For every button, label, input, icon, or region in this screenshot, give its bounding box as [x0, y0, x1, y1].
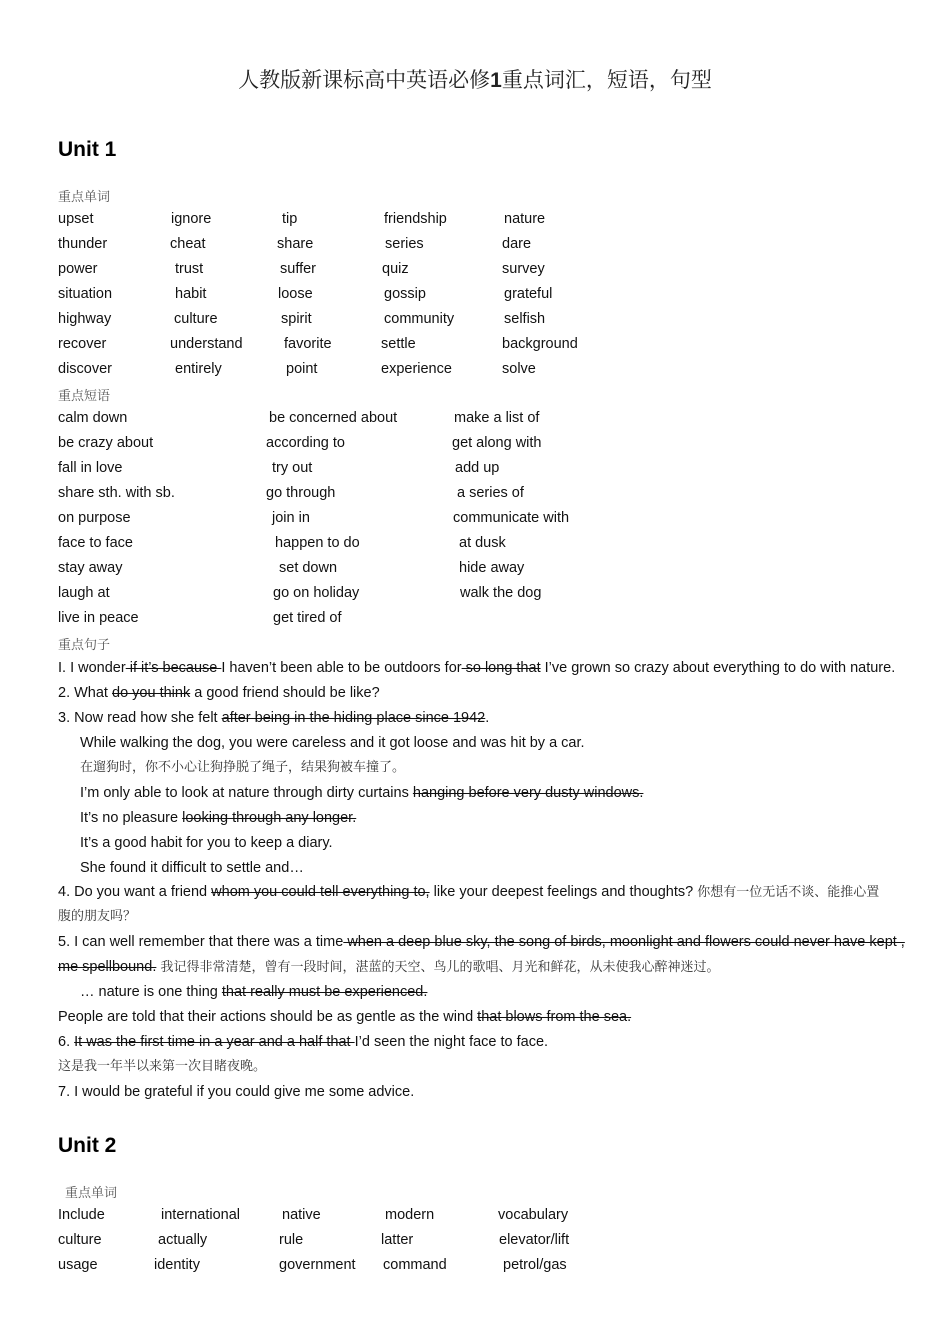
word-row-cell: Include [58, 1207, 105, 1223]
word-row [58, 357, 938, 381]
phrase-row [58, 581, 938, 605]
sentence-3-example-4: It’s a good habit for you to keep a diary. [80, 835, 333, 851]
phrase-row [58, 556, 938, 580]
unit-2-heading: Unit 2 [58, 1134, 117, 1157]
word-row-cell: quiz [382, 261, 409, 277]
word-row [58, 257, 938, 281]
sentence-2: 2. What do you think a good friend should be like? [58, 685, 380, 701]
word-row-cell: culture [58, 1232, 102, 1248]
word-row-cell: background [502, 336, 578, 352]
page-title: 人教版新课标高中英语必修1重点词汇，短语，句型 [238, 68, 712, 92]
word-row-cell: government [279, 1257, 356, 1273]
word-row-cell: situation [58, 286, 113, 302]
phrase-row-cell: communicate with [453, 510, 570, 526]
word-row-cell: discover [58, 361, 112, 377]
word-row-cell: international [161, 1207, 240, 1223]
word-row-cell: tip [282, 211, 298, 227]
word-row-cell: habit [175, 286, 207, 302]
word-row-cell: experience [381, 361, 452, 377]
sentence-5-example-1: … nature is one thing that really must be experienced. [80, 984, 428, 1000]
word-row [58, 1253, 938, 1277]
word-row [58, 1228, 938, 1252]
sentence-4: 4. Do you want a friend whom you could tell everything to, like your deepest feelings and thoughts? 你想有一位无话不谈、能推心置 [58, 884, 880, 900]
word-row [58, 207, 938, 231]
word-row-cell: command [383, 1257, 447, 1273]
phrase-row-cell: on purpose [58, 510, 131, 526]
sentence-3-example-3: It’s no pleasure looking through any longer. [80, 810, 357, 826]
phrase-row-cell: calm down [58, 410, 128, 426]
phrase-row [58, 531, 938, 555]
sentence-5-example-2: People are told that their actions should be as gentle as the wind that blows from the sea. [58, 1009, 632, 1025]
sentence-6-translation: 这是我一年半以来第一次目睹夜晚。 [58, 1059, 267, 1074]
phrase-row-cell: live in peace [58, 610, 139, 626]
phrase-row-cell: add up [455, 460, 500, 476]
word-row-cell: series [385, 236, 424, 252]
phrase-row-cell: stay away [58, 560, 123, 576]
sentence-7: 7. I would be grateful if you could give me some advice. [58, 1084, 415, 1100]
word-row-cell: favorite [284, 336, 332, 352]
phrase-row-cell: go through [266, 485, 336, 501]
phrase-row-cell: get along with [452, 435, 542, 451]
word-row-cell: point [286, 361, 318, 377]
phrase-row-cell: go on holiday [273, 585, 360, 601]
word-row-cell: thunder [58, 236, 108, 252]
word-row-cell: understand [170, 336, 243, 352]
word-row-cell: gossip [384, 286, 426, 302]
sentence-3-example-2: I’m only able to look at nature through dirty curtains hanging before very dusty windows. [80, 785, 644, 801]
phrase-row-cell: set down [279, 560, 338, 576]
word-row-cell: nature [504, 211, 546, 227]
word-row-cell: latter [381, 1232, 414, 1248]
phrase-row-cell: at dusk [459, 535, 506, 551]
word-row-cell: upset [58, 211, 94, 227]
word-row-cell: identity [154, 1257, 200, 1273]
word-row-cell: elevator/lift [499, 1232, 570, 1248]
word-row-cell: friendship [384, 211, 447, 227]
unit-1-words-label: 重点单词 [58, 190, 111, 205]
phrase-row [58, 431, 938, 455]
word-row-cell: share [277, 236, 314, 252]
phrase-row-cell: face to face [58, 535, 133, 551]
phrase-row [58, 481, 938, 505]
word-row-cell: spirit [281, 311, 312, 327]
word-row-cell: culture [174, 311, 218, 327]
phrase-row [58, 606, 938, 630]
word-row-cell: cheat [170, 236, 206, 252]
word-row [58, 1203, 938, 1227]
word-row-cell: usage [58, 1257, 98, 1273]
word-row-cell: modern [385, 1207, 435, 1223]
word-row [58, 232, 938, 256]
word-row-cell: petrol/gas [503, 1257, 567, 1273]
phrase-row [58, 406, 938, 430]
word-row-cell: grateful [504, 286, 553, 302]
sentence-4-translation-cont: 腹的朋友吗？ [58, 909, 137, 924]
word-row-cell: vocabulary [498, 1207, 569, 1223]
word-row [58, 282, 938, 306]
phrase-row-cell: happen to do [275, 535, 360, 551]
word-row-cell: solve [502, 361, 536, 377]
word-row-cell: power [58, 261, 98, 277]
phrase-row-cell: get tired of [273, 610, 342, 626]
word-row-cell: actually [158, 1232, 208, 1248]
word-row-cell: settle [381, 336, 416, 352]
word-row-cell: rule [279, 1232, 304, 1248]
phrase-row-cell: laugh at [58, 585, 110, 601]
sentence-6: 6. It was the first time in a year and a half that I’d seen the night face to face. [58, 1034, 549, 1050]
word-row [58, 332, 938, 356]
sentence-3-example-1-translation: 在遛狗时，你不小心让狗挣脱了绳子，结果狗被车撞了。 [80, 760, 406, 775]
unit-1-heading: Unit 1 [58, 138, 117, 161]
word-row-cell: highway [58, 311, 112, 327]
phrase-row-cell: be concerned about [269, 410, 398, 426]
phrase-row-cell: hide away [459, 560, 525, 576]
word-row [58, 307, 938, 331]
unit-2-words-label: 重点单词 [65, 1186, 118, 1201]
phrase-row-cell: be crazy about [58, 435, 154, 451]
unit-1-sentences-label: 重点句子 [58, 638, 111, 653]
sentence-5: 5. I can well remember that there was a time when a deep blue sky, the song of birds, moonlight and flowers could never have kept , [58, 934, 905, 950]
sentence-3-example-5: She found it difficult to settle and… [80, 860, 304, 876]
phrase-row [58, 456, 938, 480]
word-row-cell: trust [175, 261, 204, 277]
word-row-cell: selfish [504, 311, 546, 327]
phrase-row-cell: walk the dog [460, 585, 542, 601]
sentence-1: I. I wonder if it’s because I haven’t been able to be outdoors for so long that I’ve grown so crazy about everything to do with nature. [58, 660, 896, 676]
phrase-row-cell: according to [266, 435, 345, 451]
word-row-cell: survey [502, 261, 545, 277]
word-row-cell: recover [58, 336, 107, 352]
phrase-row [58, 506, 938, 530]
word-row-cell: dare [502, 236, 532, 252]
sentence-3: 3. Now read how she felt after being in the hiding place since 1942. [58, 710, 490, 726]
sentence-5-cont: me spellbound. 我记得非常清楚，曾有一段时间，湛蓝的天空、鸟儿的歌唱、月光和鲜花，从未使我心醉神迷过。 [58, 959, 720, 975]
phrase-row-cell: share sth. with sb. [58, 485, 175, 501]
word-row-cell: loose [278, 286, 313, 302]
phrase-row-cell: try out [272, 460, 313, 476]
word-row-cell: suffer [280, 261, 317, 277]
word-row-cell: community [384, 311, 455, 327]
word-row-cell: entirely [175, 361, 222, 377]
phrase-row-cell: make a list of [454, 410, 540, 426]
word-row-cell: ignore [171, 211, 212, 227]
phrase-row-cell: join in [272, 510, 310, 526]
word-row-cell: native [282, 1207, 321, 1223]
phrase-row-cell: fall in love [58, 460, 123, 476]
unit-1-phrases-label: 重点短语 [58, 389, 111, 404]
phrase-row-cell: a series of [457, 485, 524, 501]
sentence-3-example-1: While walking the dog, you were careless and it got loose and was hit by a car. [80, 735, 585, 751]
